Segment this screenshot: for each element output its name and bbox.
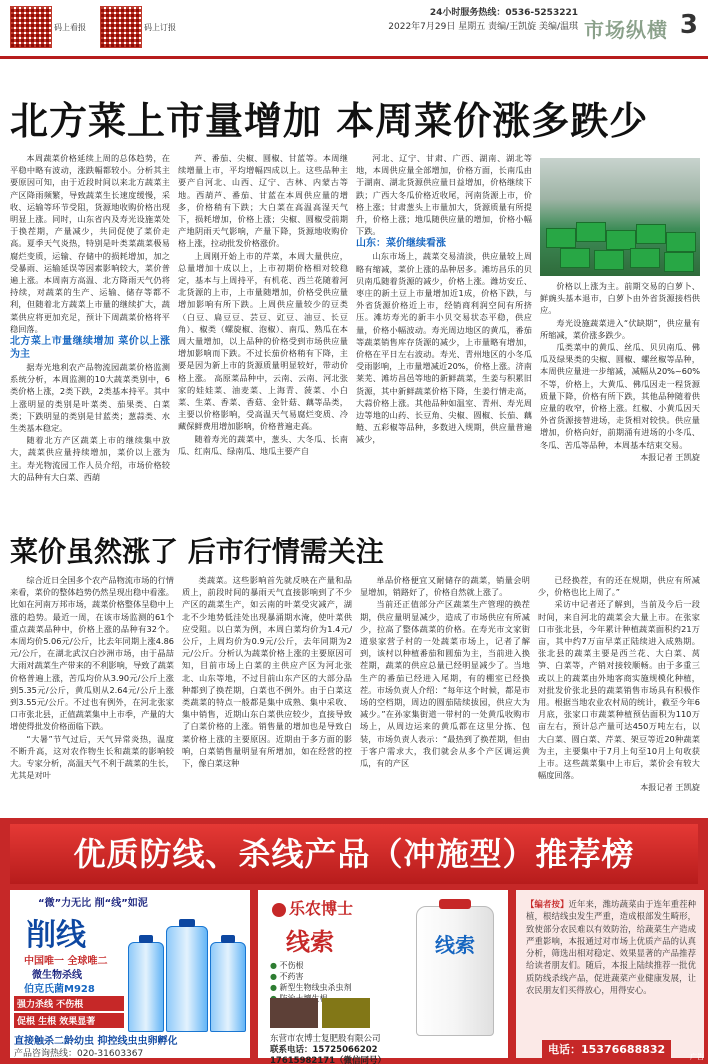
editorial-note (516, 890, 704, 1058)
editorial-text (526, 898, 696, 996)
brand-text: 乐农博士 (289, 899, 354, 918)
section-name: 市场纵横 (584, 18, 668, 42)
article-paragraph: 随着寿光的蔬菜中，葱头、大冬瓜、长南瓜、红南瓜、绿南瓜、地瓜主要产自 (178, 433, 348, 456)
article-paragraph: 单品价格便宜又耐储存的蔬菜，销量会明显增加，销路好了，价格自然就上涨了。 (360, 575, 530, 598)
editorial-title: 【编者按】 (526, 899, 569, 909)
page-header (0, 0, 708, 58)
article1-subhead-1: 北方菜上市量继续增加 菜价以上涨为主 (10, 336, 170, 361)
article-paragraph: 综合近日全国多个农产品物流市场的行情来看，菜价的整体趋势仍然呈现出稳中看涨。比如在河南万邦市场，蔬菜价格整体呈稳中上涨的趋势。最近一周，在该市场监测的61个重点蔬菜品种中，价格上涨的品种有32个。本周均价5.06元/公斤，比去年同期上涨4.86元/公斤，在湖北武汉白沙洲市场，由于晶喆大雨对蔬菜生产带来的不利影响，导致了蔬菜价格普遍上涨，苦瓜均价从3.90元/公斤上涨到5.35元/公斤，黄瓜则从2.64元/公斤上涨到3.55元/公斤。不过也有例外，在河北张家口市张北县，正值蔬菜集中上市季，产量的大增使得批发价格面临下跌。 (10, 575, 174, 732)
article-paragraph: 价格以上涨为主。前期交易的白萝卜、鲜豌头基本退市，白萝卜由外省货源接档供应。 (540, 281, 700, 316)
article1-subhead-2: 山东：菜价继续看涨 (356, 238, 446, 250)
root-knot-photo (270, 998, 318, 1028)
product-name: 削线 (26, 918, 86, 953)
bottle-image (128, 942, 164, 1032)
bullet-item: ● 不伤根 (270, 960, 352, 971)
article-paragraph: 寿光设施蔬菜进入“伏缺期”，供应量有所缩减，菜价涨多跌少。 (540, 317, 700, 340)
article2-headline: 菜价虽然涨了 后市行情需关注 (10, 535, 384, 568)
article2-column-3 (360, 574, 530, 812)
product-bottles (128, 912, 246, 1032)
article1-headline: 北方菜上市量增加 本周菜价涨多跌少 (10, 99, 649, 143)
article-paragraph: 河北、辽宁、甘肃、广西、湖南、湖北等地，本周供应量全部增加，价格方面，长南瓜由于湖南、湖北货源供应量日益增加，价格继续下跌；广西大冬瓜价格近收尾，河南货源上市，价格上涨；甘肃葱头上市量加大，货源质量有所提升，价格上涨；地瓜随供应量的增加，价格小幅下跌。 (356, 153, 532, 237)
qr-code-read[interactable] (10, 6, 52, 48)
article2-column-1 (10, 574, 174, 812)
company-info (270, 1034, 386, 1064)
article-paragraph: 上周刚开始上市的芹菜，本周大量供应，总量增加十成以上，上市初期价格相对较稳定，基本与上周持平，有机花、西兰花随着河北货源的上市，上市量随增加，价格受供应量增加影响有所下跌。上周供应量较少的豆类（白豆、扁豆豆、芸豆、豇豆、油豆、长豆角）、椒类（螺旋椒、泡椒）、南瓜、熟瓜在本周大量增加，以上品种的价格受到市场供应量增加影响而下跌。不过长茄价格稍有下降，主要是因为新上市的货源质量明显较好，带动价格上涨。 高原菜品种中，云南、云南、河北张家的娃娃菜、油麦菜、上海青、菠菜、小白菜、生菜、香菜、香菇、金针菇、藕等品类，主要以价格影响，受高温天气易腐烂变质、冷藏保鲜费用增加影响，价格普遍走高。 (178, 250, 348, 432)
article1-column-2 (178, 152, 348, 510)
article-paragraph: 芦、番茄、尖椒、圆椒、甘蓝等。本周继续增量上市，平均增幅四成以上。这些品种主要产自河北、山西、辽宁、吉林、内蒙古等地。西葫芦、番茄、甘蓝在本周供应量的增多，价格稍有下跌；大白菜在高温高湿天气下，损耗增加，价格上涨；尖椒、圆椒受前期产地阴雨天气影响，产量下降，货源地收购价格上涨，拉动批发价格涨价。 (178, 153, 348, 249)
article-paragraph: 据寿光地利农产品物流园蔬菜价格监测系统分析，本周监测的10大蔬菜类别中，6类价格上涨，2类下跌，2类基本持平。其中上涨明显的类别是叶菜类、茄果类、白菜类；下跌明显的类别是甘蓝类；葱蒜类、水生类基本稳定。 (10, 362, 170, 434)
editorial-body: 近年来，潍坊蔬菜由于连年重茬种植，根结线虫发生严重，造成根部发生畸形，致使部分农民难以有效防治，给蔬菜生产造成严重影响，本报通过对市场上优质产品的认真分析，筛选出相对稳定、效果显著的产品推荐给读者朋友们。随后，本报上陆续推荐一批优质防线杀线产品，促进蔬菜产业健康发展，让农民朋友们买得放心，用得安心。 (526, 899, 697, 996)
article2-column-2 (182, 574, 352, 812)
advertisement (0, 818, 708, 1064)
product-tag: 促根 生根 效果显著 (14, 1013, 124, 1028)
product-name: 线索 (286, 928, 334, 956)
article2-column-4 (538, 574, 700, 812)
photo-crate (636, 224, 666, 244)
photo-crate (576, 222, 606, 242)
header-info (388, 6, 578, 34)
bottle-image (210, 942, 246, 1032)
ad-telephone[interactable]: 电话：15376688832 (542, 1040, 671, 1058)
photo-crate (594, 250, 624, 270)
bottle-image (166, 926, 208, 1032)
photo-crate (630, 248, 660, 268)
qr2-label: 码上订报 (144, 23, 176, 32)
qr-code-subscribe[interactable] (100, 6, 142, 48)
product-hotline: 产品咨询热线：020-31603367 (14, 1049, 144, 1059)
article-paragraph: 本周蔬菜价格延续上周的总体趋势，在平稳中略有波动，涨跌幅都较小。分析其主要原因可知，由于近段时间以来北方蔬菜主产区降雨频繁，导致蔬菜生长速度缓慢，采收、运输等环节受阻，货源地收购价格出现明显上涨。同时，山东省内及寿光设施菜处于换茬期，产量减少，共同促使了菜价走高。夏季天气炎热，特别是叶类菜蔬菜极易腐烂变质，运输、存储中的损耗增加，加之受暴雨、运输延误等因素影响较大，菜价普遍上涨。本周南方高温、北方降雨天气仍将持续，对蔬菜的生产、运输、储存等都不利，但随着北方蔬菜上市量的继续扩大，蔬菜供应将更加充足，预计下周蔬菜价格将平稳回落。 (10, 153, 170, 334)
article-paragraph: 类蔬菜。这些影响首先就反映在产量和品质上，前段时间的暴雨天气直接影响到了不少产区的蔬菜生产，如云南的叶菜受灾减产，湖北不少地势低洼处出现暴涌期水淹，使叶菜供应受阻。以白菜为例，本周白菜均价为1.4元/公斤，上周均价为0.9元/公斤，去年同期为2元/公斤。分析认为蔬菜价格上涨的主要原因可知，目前市场上白菜的主供应产区为河北张北、山东等地，不过目前山东产区的大部分品种都到了换茬期，白菜也不例外。由于白菜这类蔬菜的特点一般都是集中成熟、集中采收、集中销售，近期山东白菜供应较少，直接导致了白菜价格的上涨。销售量的增加也是导致白菜价格上涨的主要原因。近期由于多方面的影响，白菜销售量明显有所增加，如在经营的控下，像白菜这种 (182, 575, 352, 769)
bottle-label: 线索 (435, 933, 475, 957)
article-paragraph: 已经换茬，有的还在规期，供应有所减少，价格也比上周了。” (538, 575, 700, 598)
vegetable-market-photo (540, 158, 700, 276)
qr1-label: 码上看报 (54, 23, 86, 32)
page-number: 3 (679, 10, 698, 40)
product-desc: 中国唯一 全球唯二 (24, 956, 108, 967)
article1-byline: 本报记者 王凯旋 (640, 451, 700, 462)
bullet-item: ● 不药害 (270, 971, 352, 982)
header-rule (0, 56, 708, 59)
article-paragraph: 采访中记者还了解到，当前及今后一段时间，来自河北的蔬菜会大量上市。在张家口市张北县，今年累计种植蔬菜面积约21万亩，其中约7万亩早菜正陆续进入成熟期。 张北县的蔬菜主要是西兰花、大白菜、莴笋、白菜等，产销对接较顺畅。由于多重三或以上的蔬菜由外地客商实施规模化种植，对批发价张北县的蔬菜销售市场具有积极作用。根据当地农业农村局的统计，截至今年6月底，张家口市蔬菜种植预估面积为110万亩左右，预计总产量可达450万吨左右，以大白菜、圆白菜、芹菜、架豆等近20种蔬菜为主，主要集中于7月上旬至10月上旬收获上市。这些蔬菜集中上市后，菜价会有较大幅度回落。 (538, 599, 700, 781)
bottle-cap (439, 899, 471, 909)
brand-logo-icon (272, 903, 286, 917)
ad-banner-title: 优质防线、杀线产品（冲施型）推荐榜 (10, 824, 698, 884)
company-phone: 联系电话：15725066202 (270, 1045, 378, 1055)
product-tags (14, 996, 124, 1030)
date-line: 2022年7月29日 星期五 责编/王凯旋 美编/温琪 (388, 22, 578, 32)
article1-column-3 (356, 152, 532, 510)
company-phone-2: 17615982171（微信同号） (270, 1056, 387, 1064)
article1-column-1 (10, 152, 170, 510)
article-paragraph: 瓜类菜中的黄瓜、丝瓜、贝贝南瓜、佛瓜及绿果类的尖椒、圆椒、螺丝椒等品种，本周供应量进一步缩减，减幅从20%~60%不等，价格上，大黄瓜、佛瓜因走一程货源质量下降，价格有所下跌，其他品种随着供应量的收窄，价格上涨。红椒、小黄瓜因天外省货源接替进场，走货相对较快。供应量增加，价格向好，前期涌有进场的小冬瓜、冬瓜、苦瓜等品种，本周基本结束交易。 (540, 342, 700, 450)
company-name: 东营市农博士复肥股有限公司 (270, 1034, 381, 1044)
product-slogan: “微”力无比 削“线”如泥 (38, 898, 148, 909)
product-desc: 伯克氏菌M928 (24, 984, 95, 995)
product-feature: 直接触杀二龄幼虫 抑控线虫虫卵孵化 (14, 1036, 178, 1047)
product-ad-xiansuo[interactable] (258, 890, 508, 1064)
product-desc: 微生物杀线 (32, 970, 82, 981)
article2-byline: 本报记者 王凯旋 (640, 782, 700, 793)
article-paragraph: 山东市场上，蔬菜交易清淡，供应量较上周略有缩减，菜价上涨的品种居多。滩坊昌乐的贝贝南瓜随着货源的减少，价格上涨。潍坊安丘、枣庄的新土豆上市量增加近1成，价格下跌，与外省货源价格近上市，经销商利润空间有所挤压。滩坊寿光的新丰小贝交易状态平稳，供应量，价格小幅波动。寿光周边地区的黄瓜，番茄等蔬菜销售库存货源的减少，上市量略有增加，价格在平日左右波动。寿光、青州地区的小冬瓜受雨影响，上市量增减近20%，价格上涨。济南莱芜、滩坊昌邑等地的新鲜蔬菜，生姜与积累旧货源，其中新鲜蔬菜价格下降，生姜行情走高，大蒜价格上涨。其他品种如温室、青州、寿光周边等地的山药、长豆角、尖椒、圆椒、长茄、藕鲢、五彩椒等品种，多数进入规期，供应量普遍减少， (356, 251, 532, 445)
article-paragraph: 当前还正值部分产区蔬菜生产管理的换茬期，供应量明显减少，造成了市场供应有所减少，拉高了整体蔬菜的价格。在寿光市文家街道泉家营子村的一处蔬菜市场上，记者了解到，该村以种植番茄和圆茄为主，当前进入换茬期，蔬菜的供应总量已经明显减少了。当地生产的番茄已经进入尾期，有的棚室已经换茬。市场负责人介绍：“每年这个时候，都是市场的空档期，周边的圆茄陆续拔园，供应大为减少。”在孙家集街道一带村的一处黄瓜收购市场上，从周边运来的黄瓜都在这里分拣、包装，市场负责人表示：“最热到了换茬期，但由于客户需求大，我们就会从多个产区调运黄瓜，有的产区 (360, 599, 530, 769)
photo-crate (546, 228, 576, 248)
article1-column-4 (540, 280, 700, 512)
hotline: 24小时服务热线：0536-5253221 (429, 8, 578, 18)
article-paragraph: “大暑”节气过后，天气异常炎热，温度不断升高，这对农作物生长和蔬菜的影响较大。专家分析，高温天气不利于蔬菜的生长，尤其是对叶 (10, 733, 174, 781)
photo-crate (666, 232, 696, 252)
bottle-image (416, 906, 494, 1036)
product-ad-xiaoxian[interactable] (10, 890, 250, 1058)
brand-name (272, 896, 353, 919)
product-tag: 强力杀线 不伤根 (14, 996, 124, 1011)
ad-mark: 广告 (690, 1053, 704, 1061)
bullet-item: ● 新型生物线虫杀虫剂 (270, 982, 352, 993)
photo-crate (560, 248, 590, 268)
article-paragraph: 随着北方产区蔬菜上市的继续集中放大，蔬菜供应量持续增加，菜价以上涨为主。寿光物流园工作人员介绍，市场价格较大的品种有大白菜、西葫 (10, 435, 170, 482)
photo-crate (606, 230, 636, 250)
photo-crate (664, 252, 694, 272)
field-photo (322, 998, 370, 1028)
